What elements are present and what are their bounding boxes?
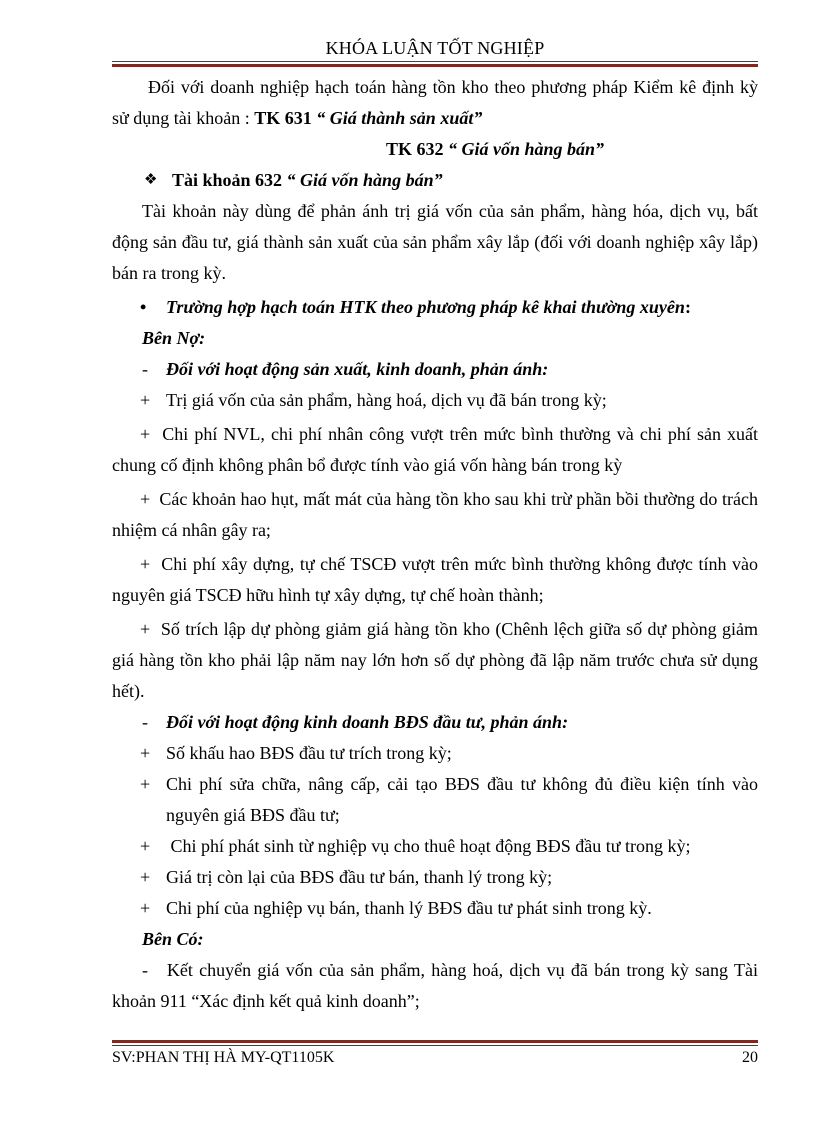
plus-marker: + xyxy=(140,836,151,856)
intro-paragraph xyxy=(112,72,758,134)
tk631-name: “ Giá thành sản xuất” xyxy=(316,108,483,128)
document-body xyxy=(112,72,758,1017)
plus-marker: + xyxy=(140,489,151,509)
tk632-name: “ Giá vốn hàng bán” xyxy=(447,139,605,159)
footer-student: SV:PHAN THỊ HÀ MY-QT1105K xyxy=(112,1049,335,1066)
case-heading xyxy=(112,292,758,323)
footer-rule-thin xyxy=(112,1045,758,1046)
plus-marker: + xyxy=(140,424,151,444)
section-title: Tài khoản 632 xyxy=(172,170,287,190)
list-item-text: Giá trị còn lại của BĐS đầu tư bán, thanh lý trong kỳ; xyxy=(166,867,553,887)
list-item xyxy=(112,862,758,893)
list-item-text: Chi phí của nghiệp vụ bán, thanh lý BĐS đầu tư phát sinh trong kỳ. xyxy=(166,898,652,918)
dash-marker: - xyxy=(142,359,148,379)
ben-no-heading xyxy=(112,323,758,354)
header-rule-thin xyxy=(112,61,758,62)
plus-marker: + xyxy=(140,743,151,763)
list-item-text: Chi phí phát sinh từ nghiệp vụ cho thuê hoạt động BĐS đầu tư trong kỳ; xyxy=(166,836,691,856)
list-item xyxy=(112,831,758,862)
plus-marker: + xyxy=(140,774,151,794)
group1-title: Đối với hoạt động sản xuất, kinh doanh, phản ánh: xyxy=(166,359,549,379)
dot-bullet-icon: • xyxy=(140,297,147,317)
header-rule-thick xyxy=(112,64,758,67)
group1-heading xyxy=(112,354,758,385)
page-header-title: KHÓA LUẬN TỐT NGHIỆP xyxy=(325,38,545,58)
footer-rule-thick xyxy=(112,1040,758,1043)
list-item xyxy=(112,769,758,831)
list-item xyxy=(112,419,758,481)
plus-marker: + xyxy=(140,898,151,918)
page-number: 20 xyxy=(742,1049,758,1066)
plus-marker: + xyxy=(140,619,151,639)
case-title: Trường hợp hạch toán HTK theo phương pháp kê khai thường xuyên xyxy=(166,297,685,317)
plus-marker: + xyxy=(140,390,151,410)
intro-text: Đối với doanh nghiệp hạch toán hàng tồn kho theo phương pháp Kiểm kê định kỳ sử dụng tài khoản : xyxy=(112,77,758,128)
group2-title: Đối với hoạt động kinh doanh BĐS đầu tư, phản ánh: xyxy=(166,712,569,732)
list-item-text: Số trích lập dự phòng giảm giá hàng tồn kho (Chênh lệch giữa số dự phòng giảm giá hàng tồn kho phải lập năm nay lớn hơn số dự phòng đã lập năm trước chưa sử dụng hết). xyxy=(112,619,759,701)
ben-co-paragraph xyxy=(112,955,758,1017)
dash-marker: - xyxy=(142,712,148,732)
dash-marker: - xyxy=(142,960,148,980)
list-item-text: Số khấu hao BĐS đầu tư trích trong kỳ; xyxy=(166,743,452,763)
case-colon: : xyxy=(684,297,691,317)
plus-marker: + xyxy=(140,867,151,887)
ben-no-label: Bên Nợ: xyxy=(142,328,206,348)
list-item-text: Chi phí sửa chữa, nâng cấp, cải tạo BĐS đầu tư không đủ điều kiện tính vào nguyên giá BĐS đầu tư; xyxy=(166,774,758,825)
section-heading xyxy=(112,165,758,196)
list-item-text: Chi phí NVL, chi phí nhân công vượt trên mức bình thường và chi phí sản xuất chung cố định không phân bổ được tính vào giá vốn hàng bán trong kỳ xyxy=(112,424,758,475)
list-item-text: Các khoản hao hụt, mất mát của hàng tồn kho sau khi trừ phần bồi thường do trách nhiệm cá nhân gây ra; xyxy=(112,489,759,540)
ben-co-text: Kết chuyển giá vốn của sản phẩm, hàng hoá, dịch vụ đã bán trong kỳ sang Tài khoản 911 “Xác định kết quả kinh doanh”; xyxy=(112,960,758,1011)
section-title-italic: “ Giá vốn hàng bán” xyxy=(286,170,443,190)
plus-marker: + xyxy=(140,554,151,574)
tk631-code: TK 631 xyxy=(254,108,317,128)
diamond-bullet-icon: ❖ xyxy=(144,172,158,188)
ben-co-heading xyxy=(112,924,758,955)
tk632-line xyxy=(112,134,758,165)
list-item-text: Trị giá vốn của sản phẩm, hàng hoá, dịch vụ đã bán trong kỳ; xyxy=(166,390,607,410)
list-item xyxy=(112,738,758,769)
section-description: Tài khoản này dùng để phản ánh trị giá vốn của sản phẩm, hàng hóa, dịch vụ, bất động sản đầu tư, giá thành sản xuất của sản phẩm xây lắp (đối với doanh nghiệp xây lắp) bán ra trong kỳ. xyxy=(112,201,758,283)
tk632-code: TK 632 xyxy=(385,139,448,159)
list-item xyxy=(112,484,758,546)
list-item xyxy=(112,549,758,611)
list-item xyxy=(112,385,758,416)
list-item xyxy=(112,893,758,924)
list-item-text: Chi phí xây dựng, tự chế TSCĐ vượt trên mức bình thường không được tính vào nguyên giá TSCĐ hữu hình tự xây dựng, tự chế hoàn thành; xyxy=(112,554,759,605)
ben-co-label: Bên Có: xyxy=(142,929,204,949)
group2-heading xyxy=(112,707,758,738)
list-item xyxy=(112,614,758,707)
